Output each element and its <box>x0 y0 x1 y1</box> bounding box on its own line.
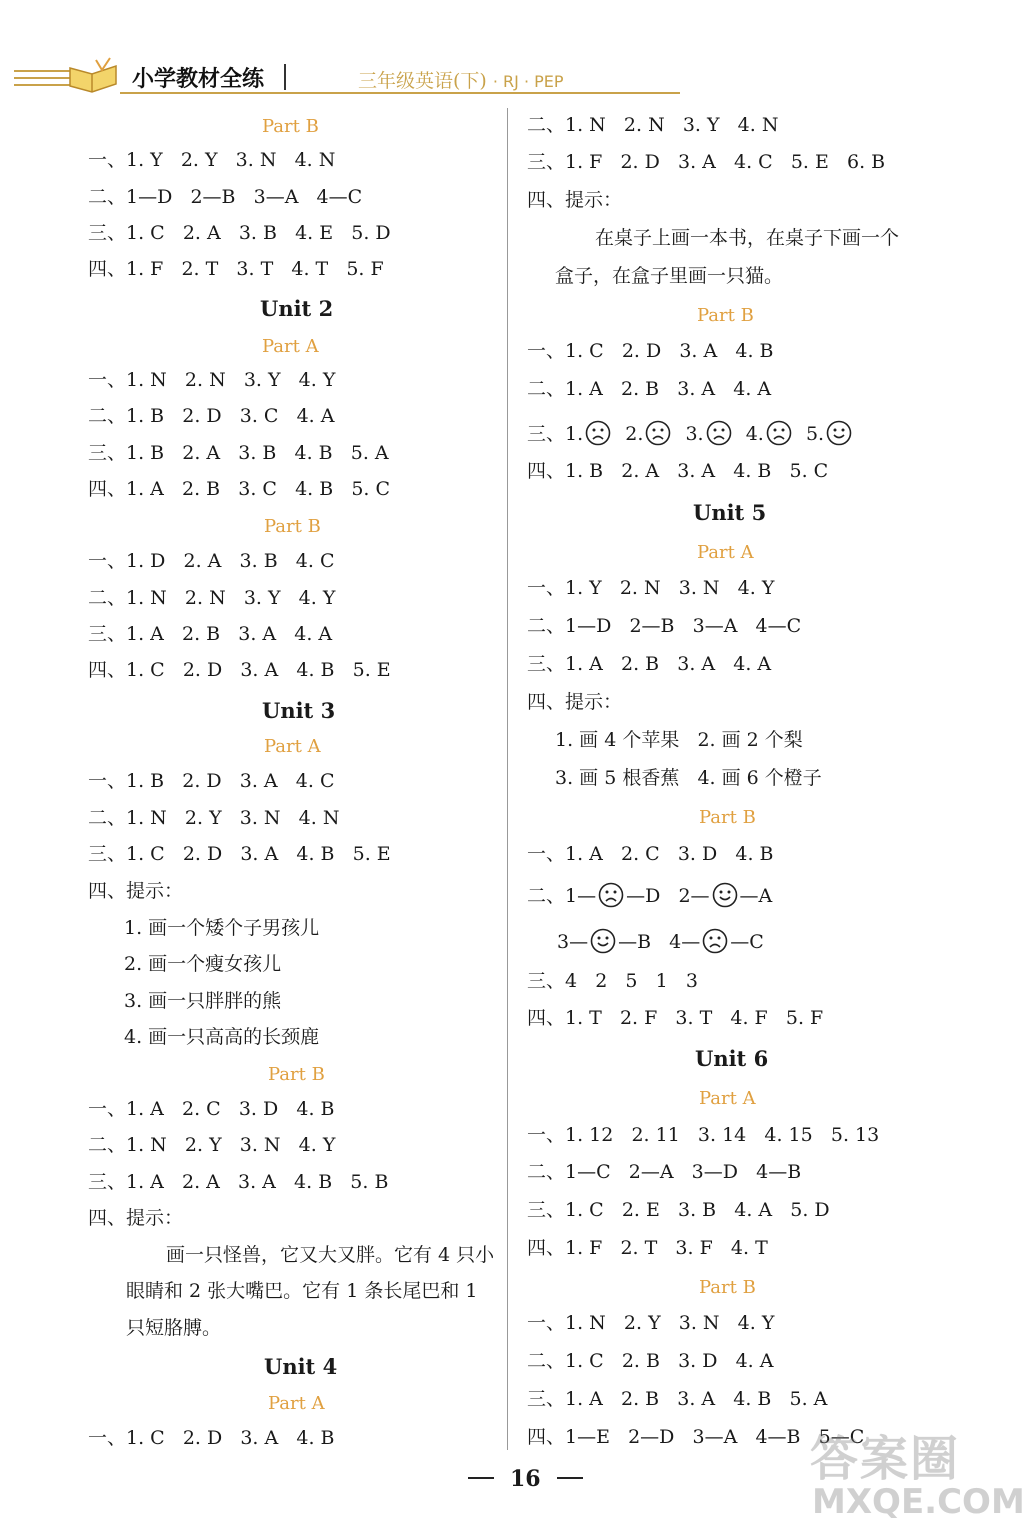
sad-face-icon <box>706 420 732 446</box>
header-rule <box>120 92 680 94</box>
smile-face-icon <box>826 420 852 446</box>
answer-line: 四、1. F 2. T 3. T 4. T 5. F <box>88 258 384 280</box>
hint-line: 3. 画 5 根香蕉 4. 画 6 个橙子 <box>555 767 822 789</box>
header-separator <box>284 64 286 90</box>
unit-heading: Unit 3 <box>262 698 336 723</box>
answer-line: 一、1. Y 2. N 3. N 4. Y <box>527 577 775 599</box>
answer-line: 二、1. N 2. N 3. Y 4. N <box>527 114 779 136</box>
answer-line: 二、1. N 2. N 3. Y 4. Y <box>88 587 336 609</box>
answer-line: 二、1. N 2. Y 3. N 4. Y <box>88 1134 336 1156</box>
answer-line: 四、1. B 2. A 3. A 4. B 5. C <box>527 460 829 482</box>
answer-line: 一、1. Y 2. Y 3. N 4. N <box>88 149 336 171</box>
answer-line: 四、1—E 2—D 3—A 4—B 5—C <box>527 1426 865 1448</box>
smile-face-icon <box>590 928 616 954</box>
watermark-title: 答案圈 <box>810 1431 961 1487</box>
page-header <box>0 52 979 102</box>
answer-line: 三、1. B 2. A 3. B 4. B 5. A <box>88 442 389 464</box>
answer-line: 二、1—C 2—A 3—D 4—B <box>527 1161 802 1183</box>
subject-edition: · RJ · PEP <box>492 72 564 91</box>
answer-line: 四、1. T 2. F 3. T 4. F 5. F <box>527 1007 824 1029</box>
series-title: 小学教材全练 <box>132 67 265 92</box>
answer-line: 三、1. A 2. B 3. A 4. A <box>88 623 333 645</box>
answer-line: 三、1. A 2. B 3. A 4. A <box>527 653 772 675</box>
hint-line: 在桌子上画一本书，在桌子下画一个 <box>595 227 900 249</box>
part-heading: Part B <box>699 1277 756 1298</box>
part-heading: Part B <box>264 516 321 537</box>
answer-line: 一、1. N 2. Y 3. N 4. Y <box>527 1312 775 1334</box>
hint-line: 1. 画一个矮个子男孩儿 <box>124 917 320 939</box>
face-answer-line: 三、1. 2. 3. 4. 5. <box>527 420 854 446</box>
hint-label: 四、提示： <box>527 691 623 713</box>
subject-label <box>358 66 564 93</box>
hint-label: 四、提示： <box>88 880 184 902</box>
sad-face-icon <box>702 928 728 954</box>
page-number: 16 <box>452 1466 599 1492</box>
hint-line: 3. 画一只胖胖的熊 <box>124 990 282 1012</box>
part-heading: Part A <box>697 542 754 563</box>
sad-face-icon <box>585 420 611 446</box>
watermark <box>800 1420 1025 1530</box>
sad-face-icon <box>598 882 624 908</box>
face-answer-line: 二、1— —D 2— —A <box>527 882 772 908</box>
book-logo-icon <box>66 56 120 96</box>
answer-line: 一、1. 12 2. 11 3. 14 4. 15 5. 13 <box>527 1124 880 1146</box>
answer-line: 二、1—D 2—B 3—A 4—C <box>527 615 802 637</box>
hint-line: 4. 画一只高高的长颈鹿 <box>124 1026 320 1048</box>
hint-label: 四、提示： <box>527 189 623 211</box>
sad-face-icon <box>766 420 792 446</box>
header-decor-lines <box>14 70 74 91</box>
answer-line: 四、1. A 2. B 3. C 4. B 5. C <box>88 478 391 500</box>
answer-line: 四、1. F 2. T 3. F 4. T <box>527 1237 768 1259</box>
hint-label: 四、提示： <box>88 1207 184 1229</box>
answer-line: 一、1. B 2. D 3. A 4. C <box>88 770 335 792</box>
part-heading: Part A <box>699 1088 756 1109</box>
part-heading: Part B <box>262 116 319 137</box>
part-heading: Part B <box>697 305 754 326</box>
hint-line: 1. 画 4 个苹果 2. 画 2 个梨 <box>555 729 803 751</box>
answer-line: 三、1. F 2. D 3. A 4. C 5. E 6. B <box>527 151 886 173</box>
part-heading: Part A <box>262 336 319 357</box>
unit-heading: Unit 5 <box>693 500 767 525</box>
answer-line: 三、1. A 2. B 3. A 4. B 5. A <box>527 1388 828 1410</box>
answer-line: 二、1. N 2. Y 3. N 4. N <box>88 807 340 829</box>
answer-line: 三、1. A 2. A 3. A 4. B 5. B <box>88 1171 389 1193</box>
hint-line: 盒子，在盒子里画一只猫。 <box>555 265 784 287</box>
answer-line: 四、1. C 2. D 3. A 4. B 5. E <box>88 659 391 681</box>
hint-line: 只短胳膊。 <box>126 1317 222 1339</box>
hint-line: 画一只怪兽，它又大又胖。它有 4 只小 <box>166 1244 495 1266</box>
answer-line: 一、1. A 2. C 3. D 4. B <box>88 1098 335 1120</box>
hint-line: 2. 画一个瘦女孩儿 <box>124 953 282 975</box>
part-heading: Part B <box>268 1064 325 1085</box>
answer-line: 一、1. C 2. D 3. A 4. B <box>88 1427 335 1449</box>
smile-face-icon <box>712 882 738 908</box>
answer-line: 一、1. C 2. D 3. A 4. B <box>527 340 774 362</box>
watermark-url: MXQE.COM <box>812 1482 1025 1522</box>
answer-line: 三、1. C 2. E 3. B 4. A 5. D <box>527 1199 830 1221</box>
unit-heading: Unit 6 <box>695 1046 769 1071</box>
unit-heading: Unit 4 <box>264 1354 338 1379</box>
answer-line: 三、4 2 5 1 3 <box>527 970 698 992</box>
answer-line: 三、1. C 2. D 3. A 4. B 5. E <box>88 843 391 865</box>
part-heading: Part A <box>264 736 321 757</box>
part-heading: Part B <box>699 807 756 828</box>
hint-line: 眼睛和 2 张大嘴巴。它有 1 条长尾巴和 1 <box>126 1280 478 1302</box>
answer-line: 二、1. A 2. B 3. A 4. A <box>527 378 772 400</box>
subject-cn: 三年级英语(下) <box>358 70 487 92</box>
answer-line: 一、1. D 2. A 3. B 4. C <box>88 550 335 572</box>
part-heading: Part A <box>268 1393 325 1414</box>
answer-line: 一、1. A 2. C 3. D 4. B <box>527 843 774 865</box>
answer-line: 三、1. C 2. A 3. B 4. E 5. D <box>88 222 391 244</box>
unit-heading: Unit 2 <box>260 296 334 321</box>
answer-line: 二、1. C 2. B 3. D 4. A <box>527 1350 774 1372</box>
face-answer-line: 3— —B 4— —C <box>557 928 764 954</box>
sad-face-icon <box>645 420 671 446</box>
answer-line: 二、1. B 2. D 3. C 4. A <box>88 405 335 427</box>
answer-line: 一、1. N 2. N 3. Y 4. Y <box>88 369 336 391</box>
column-divider <box>507 108 508 1450</box>
answer-line: 二、1—D 2—B 3—A 4—C <box>88 186 363 208</box>
